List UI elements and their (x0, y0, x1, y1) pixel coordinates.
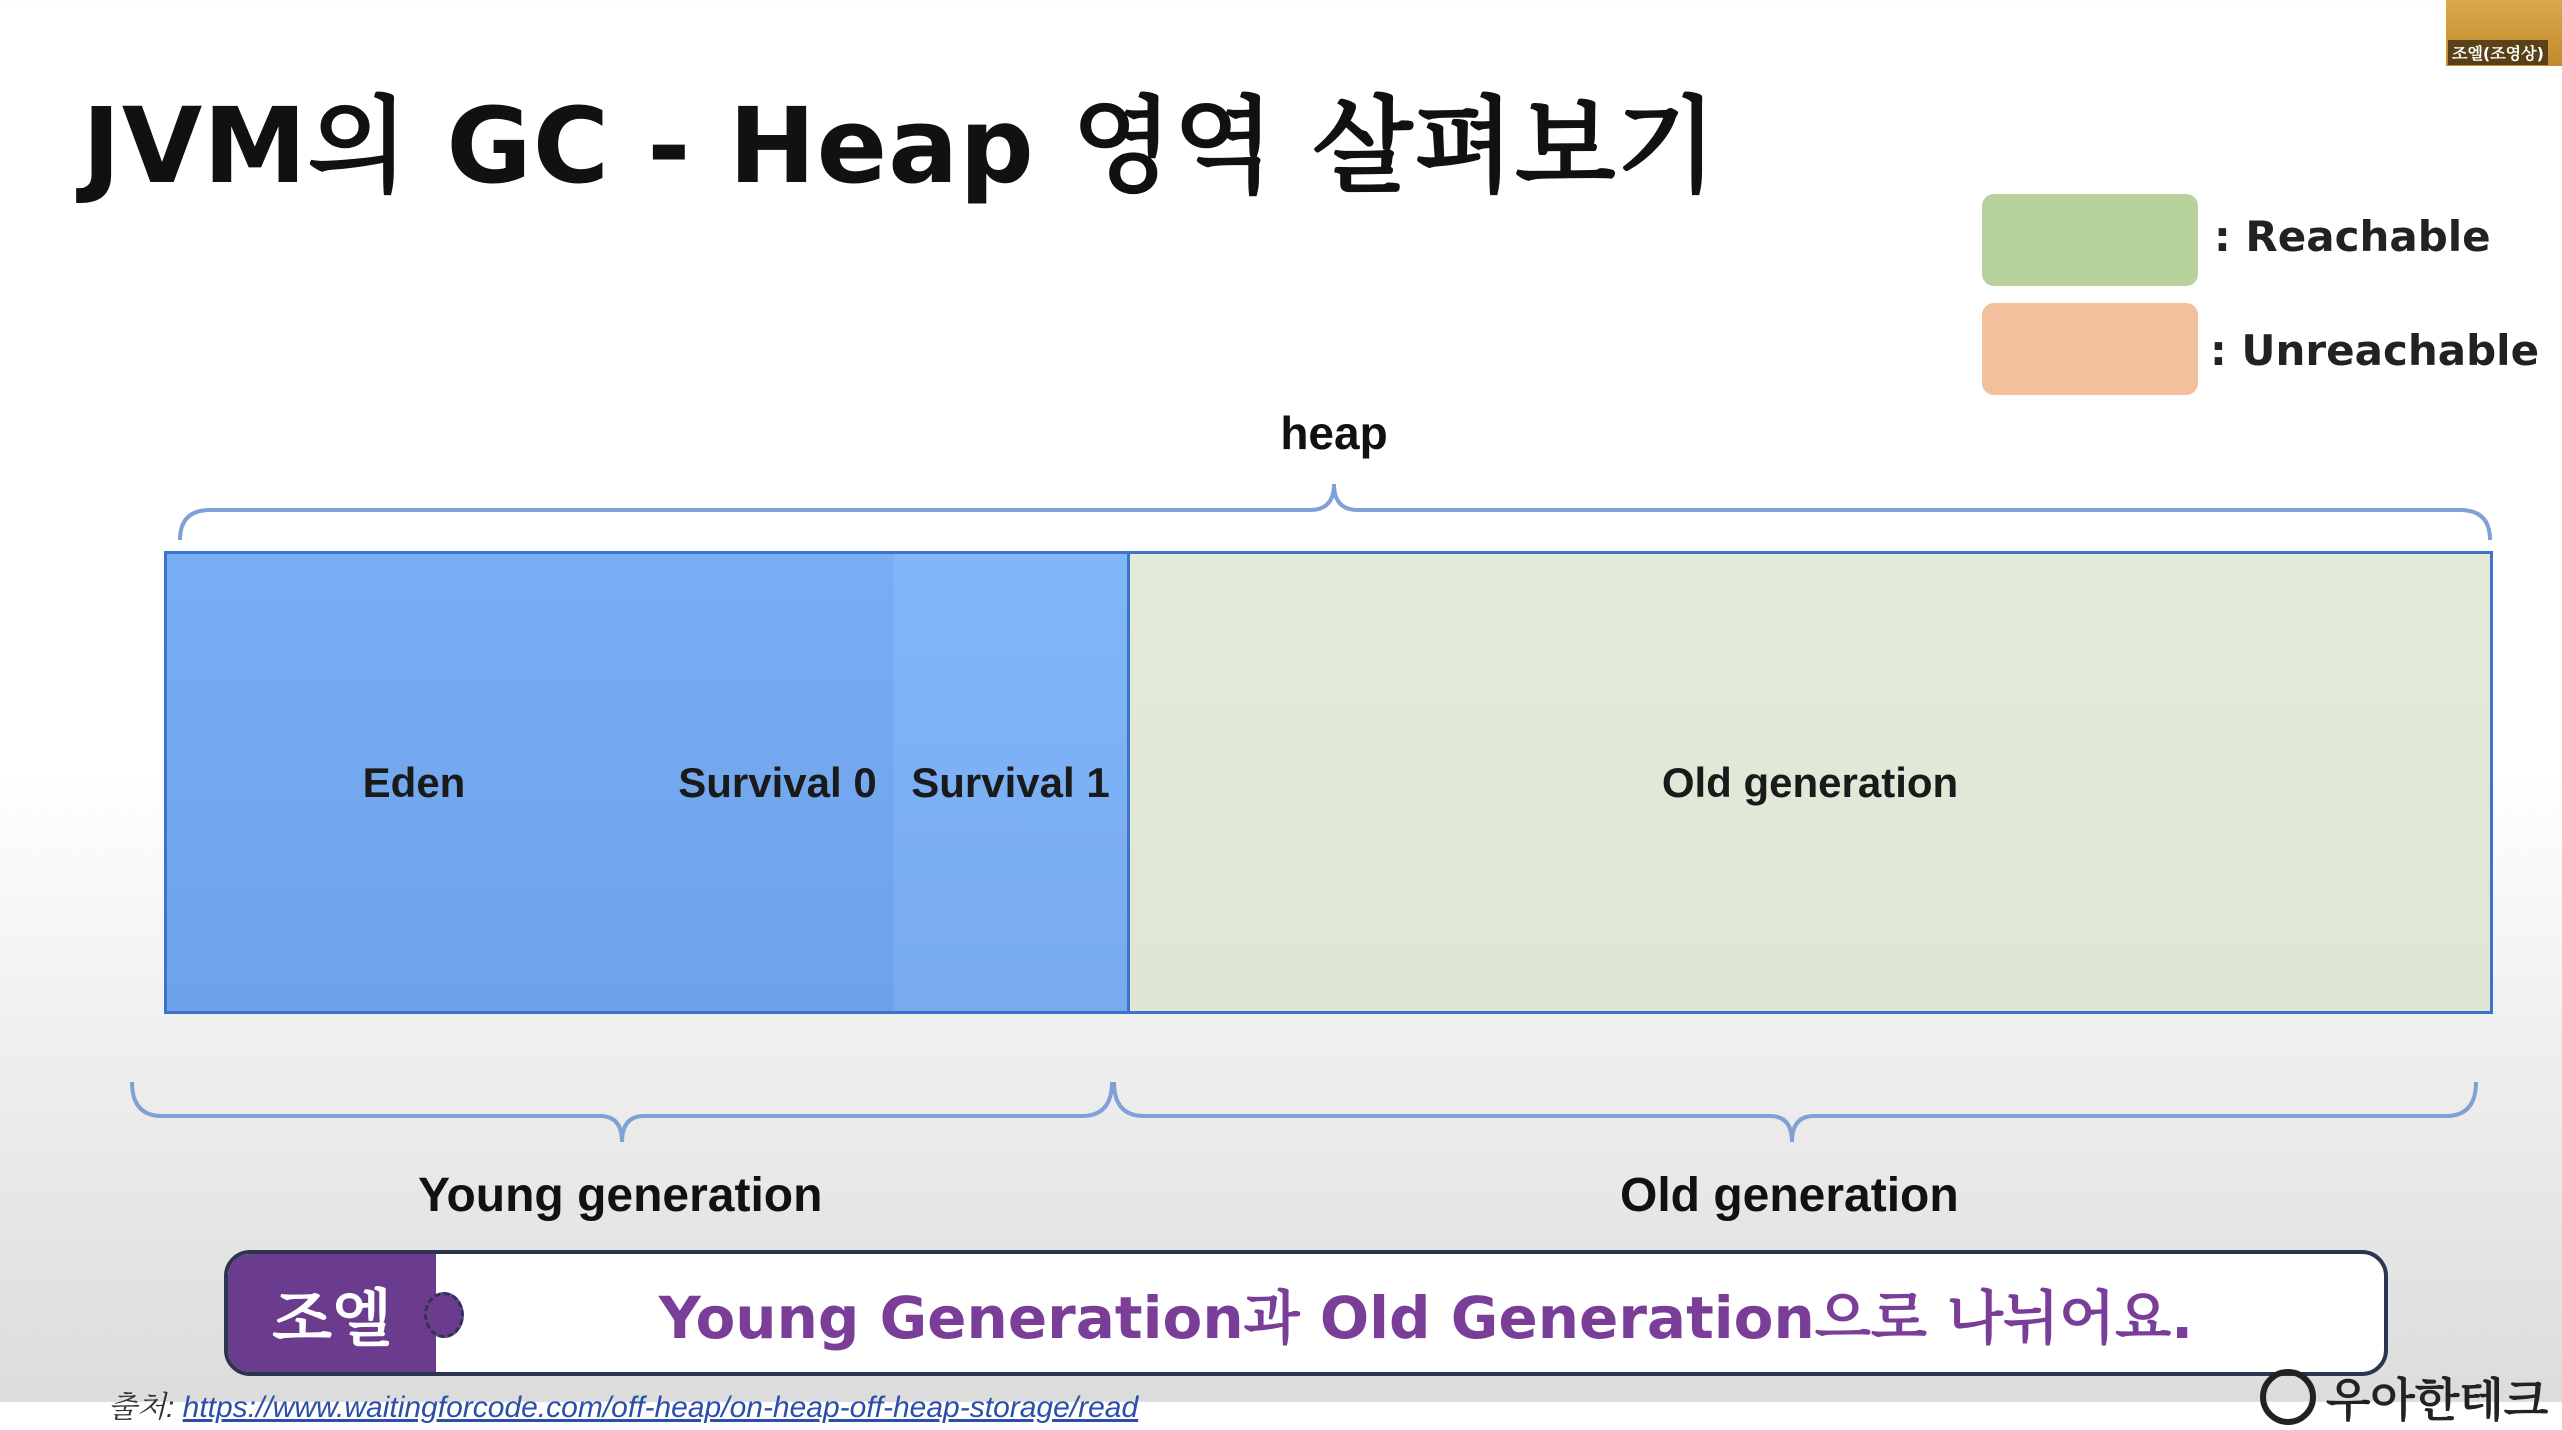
source-link[interactable]: https://www.waitingforcode.com/off-heap/on-heap-off-heap-storage/read (182, 1391, 1139, 1424)
slide-title: JVM의 GC - Heap 영역 살펴보기 (82, 85, 1719, 207)
brand-logo-icon (2260, 1369, 2316, 1425)
young-generation-label: Young generation (418, 1169, 823, 1222)
source-citation (108, 1382, 1138, 1426)
speaker-name: 조엘 (228, 1254, 436, 1372)
subtitle-caption-box (224, 1250, 2388, 1376)
eden-region (164, 551, 664, 1014)
caption-text: Young Generation과 Old Generation으로 나뉘어요. (658, 1284, 2194, 1352)
speaker-notch (424, 1292, 464, 1338)
old-generation-label: Old generation (1620, 1169, 1959, 1222)
heap-brace (180, 484, 2490, 540)
young-generation-brace (132, 1082, 1112, 1142)
survival-1-region (894, 551, 1130, 1014)
legend-label-unreachable: : Unreachable (2210, 326, 2540, 375)
survival-0-label: Survival 0 (678, 758, 877, 806)
old-generation-region-label: Old generation (1661, 758, 1959, 806)
source-prefix: 출처: (108, 1391, 175, 1424)
survival-0-region (661, 551, 897, 1014)
old-generation-region (1127, 551, 2493, 1014)
survival-1-label: Survival 1 (911, 758, 1110, 806)
heap-label: heap (1280, 407, 1388, 459)
legend-label-reachable: : Reachable (2214, 212, 2491, 261)
old-generation-brace (1114, 1082, 2476, 1142)
brand-watermark (2260, 1364, 2548, 1430)
webcam-name: 조엘(조영상) (2448, 40, 2548, 65)
eden-label: Eden (362, 758, 466, 806)
brand-name: 우아한테크 (2326, 1373, 2549, 1427)
